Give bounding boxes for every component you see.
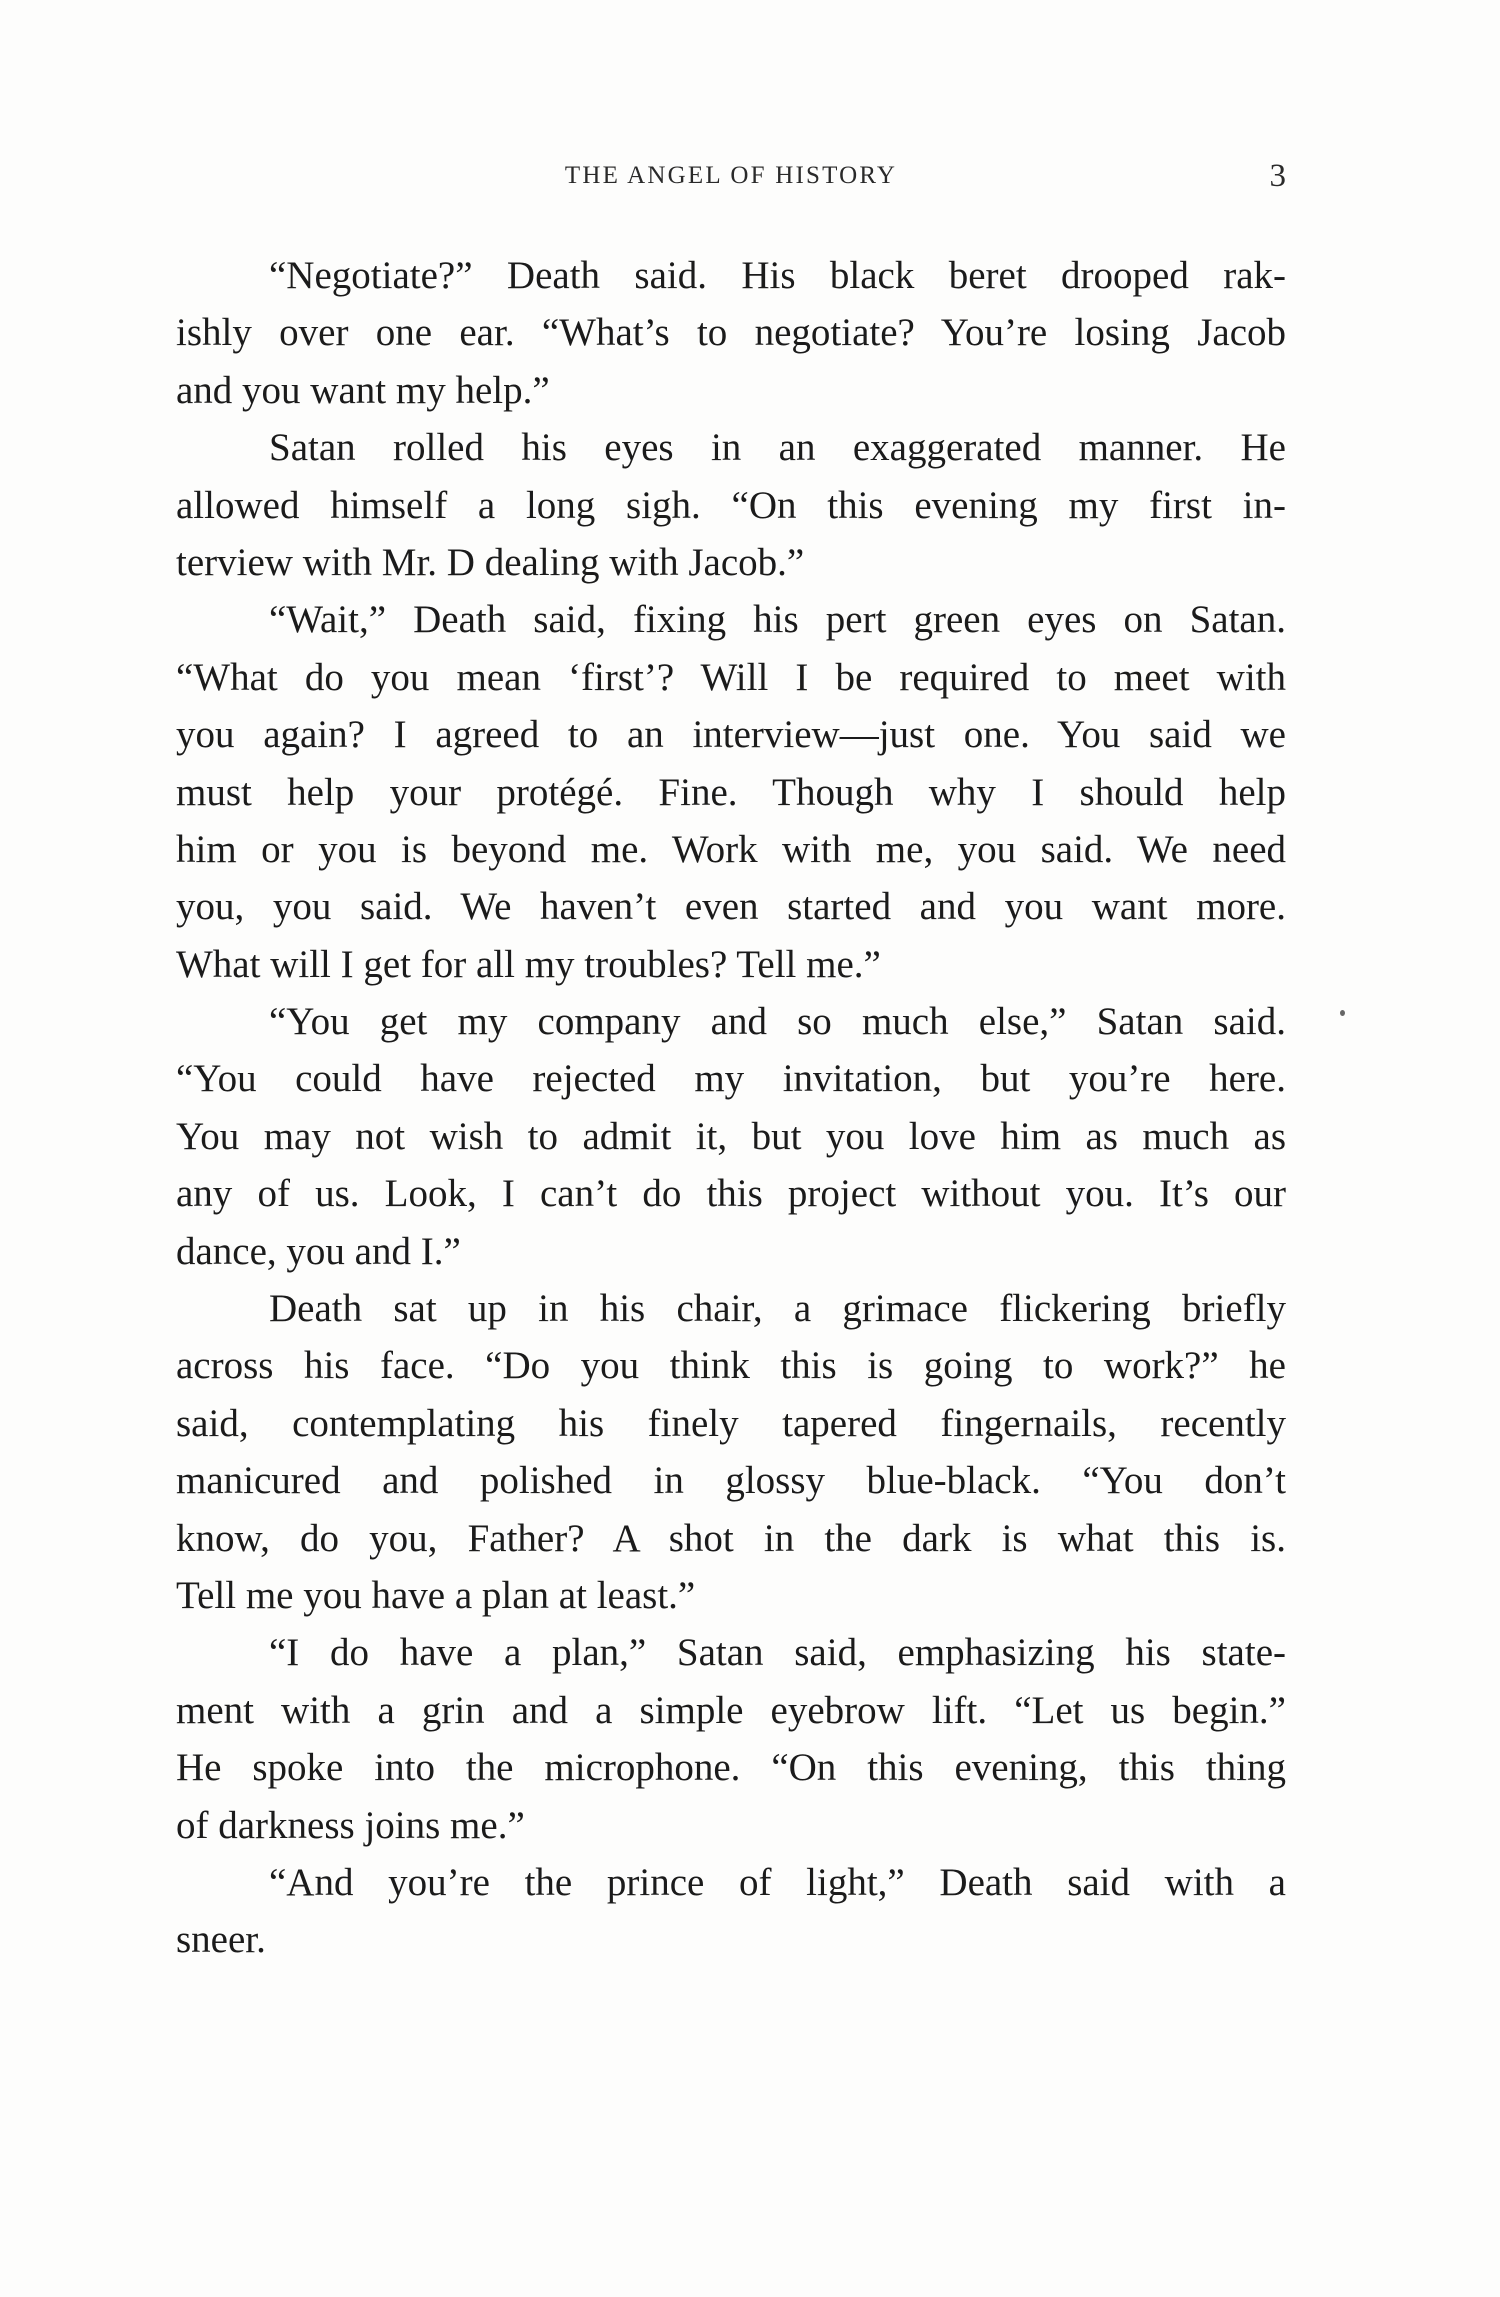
text-line: said, contemplating his finely tapered fingernails, recently bbox=[176, 1401, 1286, 1445]
text-line: you again? I agreed to an interview—just one. You said we bbox=[176, 713, 1286, 757]
scan-speck bbox=[1340, 1010, 1345, 1016]
text-line: You may not wish to admit it, but you love him as much as bbox=[176, 1114, 1286, 1158]
text-line: What will I get for all my troubles? Tell me.” bbox=[176, 942, 881, 986]
text-line: and you want my help.” bbox=[176, 368, 550, 412]
text-line: must help your protégé. Fine. Though why I should help bbox=[176, 770, 1286, 814]
text-line: “You get my company and so much else,” Satan said. bbox=[269, 1000, 1286, 1044]
text-line: dance, you and I.” bbox=[176, 1229, 461, 1273]
text-line: him or you is beyond me. Work with me, you said. We need bbox=[176, 827, 1286, 871]
text-line: “And you’re the prince of light,” Death said with a bbox=[269, 1860, 1286, 1904]
text-line: “Negotiate?” Death said. His black beret drooped rak- bbox=[269, 254, 1286, 297]
text-line: you, you said. We haven’t even started and you want more. bbox=[176, 885, 1286, 929]
running-head bbox=[176, 158, 1286, 198]
text-line: “What do you mean ‘first’? Will I be required to meet with bbox=[176, 655, 1286, 699]
text-line: know, do you, Father? A shot in the dark is what this is. bbox=[176, 1516, 1286, 1560]
text-line: any of us. Look, I can’t do this project without you. It’s our bbox=[176, 1172, 1286, 1216]
text-line: of darkness joins me.” bbox=[176, 1803, 525, 1847]
text-line: “Wait,” Death said, fixing his pert green eyes on Satan. bbox=[269, 598, 1286, 642]
text-line: Death sat up in his chair, a grimace flickering briefly bbox=[269, 1287, 1286, 1331]
text-line: Satan rolled his eyes in an exaggerated manner. He bbox=[269, 426, 1286, 470]
text-line: ishly over one ear. “What’s to negotiate? You’re losing Jacob bbox=[176, 311, 1286, 355]
page-number: 3 bbox=[1269, 158, 1286, 194]
text-line: “You could have rejected my invitation, but you’re here. bbox=[176, 1057, 1286, 1101]
text-line: allowed himself a long sigh. “On this evening my first in- bbox=[176, 483, 1286, 527]
text-line: He spoke into the microphone. “On this evening, this thing bbox=[176, 1746, 1286, 1790]
text-line: terview with Mr. D dealing with Jacob.” bbox=[176, 540, 805, 584]
text-line: Tell me you have a plan at least.” bbox=[176, 1573, 696, 1617]
text-line: across his face. “Do you think this is going to work?” he bbox=[176, 1344, 1286, 1388]
text-line: “I do have a plan,” Satan said, emphasizing his state- bbox=[269, 1631, 1286, 1675]
text-line: sneer. bbox=[176, 1918, 266, 1962]
running-title: THE ANGEL OF HISTORY bbox=[564, 162, 898, 189]
text-line: ment with a grin and a simple eyebrow lift. “Let us begin.” bbox=[176, 1688, 1286, 1732]
text-line: manicured and polished in glossy blue-black. “You don’t bbox=[176, 1459, 1286, 1503]
body-text bbox=[176, 247, 1286, 1969]
